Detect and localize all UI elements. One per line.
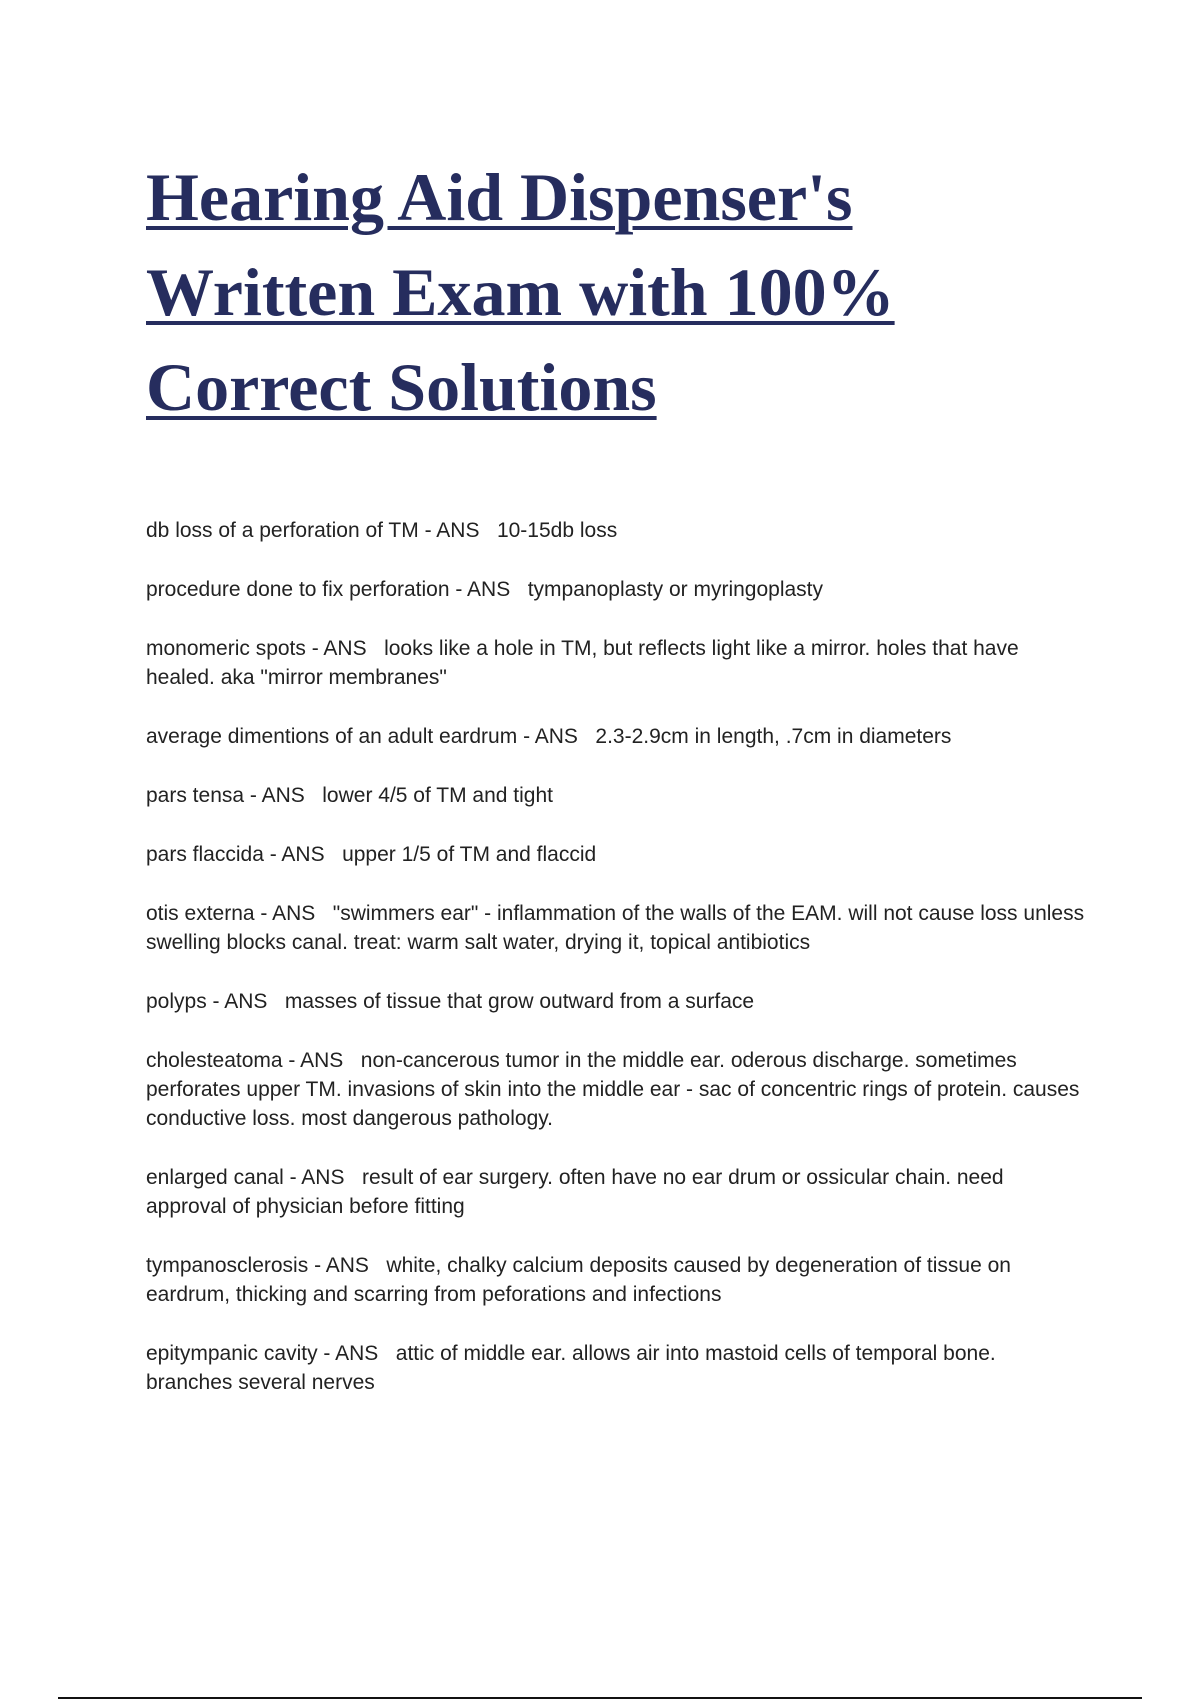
list-item xyxy=(146,1163,1086,1221)
list-item xyxy=(146,1251,1086,1309)
ans-separator: - ANS xyxy=(244,784,323,807)
answer: masses of tissue that grow outward from a surface xyxy=(284,990,755,1013)
bottom-divider xyxy=(58,1697,1142,1699)
answer: attic of middle ear. allows air into mastoid cells of temporal bone. branches several nerves xyxy=(146,1342,996,1394)
answer: upper 1/5 of TM and flaccid xyxy=(342,843,597,866)
list-item xyxy=(146,575,1086,604)
term: pars flaccida xyxy=(146,843,264,866)
ans-separator: - ANS xyxy=(206,990,285,1013)
ans-separator: - ANS xyxy=(282,1049,361,1072)
term: tympanosclerosis xyxy=(146,1254,309,1277)
answer: tympanoplasty or myringoplasty xyxy=(527,578,824,601)
ans-separator: - ANS xyxy=(418,519,497,542)
ans-separator: - ANS xyxy=(517,725,596,748)
list-item xyxy=(146,987,1086,1016)
term: average dimentions of an adult eardrum xyxy=(146,725,518,748)
list-item xyxy=(146,1339,1086,1397)
ans-separator: - ANS xyxy=(317,1342,396,1365)
list-item xyxy=(146,899,1086,957)
term: procedure done to fix perforation xyxy=(146,578,450,601)
title-line-3: Correct Solutions xyxy=(146,349,657,425)
list-item xyxy=(146,722,1086,751)
title-line-2: Written Exam with 100% xyxy=(146,254,895,330)
question-answer-list xyxy=(146,516,1086,1427)
list-item xyxy=(146,781,1086,810)
answer: 2.3-2.9cm in length, .7cm in diameters xyxy=(595,725,952,748)
answer: "swimmers ear" - inflammation of the walls of the EAM. will not cause loss unless swelling blocks canal. treat: warm salt water, drying it, topical antibiotics xyxy=(146,902,1085,954)
ans-separator: - ANS xyxy=(305,637,385,660)
answer: non-cancerous tumor in the middle ear. oderous discharge. sometimes perforates upper TM. invasions of skin into the middle ear - sac of concentric rings of protein. causes conductive loss. most dangerous pathology. xyxy=(146,1049,1080,1130)
ans-separator: - ANS xyxy=(254,902,333,925)
list-item xyxy=(146,516,1086,545)
ans-separator: - ANS xyxy=(308,1254,387,1277)
term: polyps xyxy=(146,990,207,1013)
term: pars tensa xyxy=(146,784,245,807)
term: monomeric spots xyxy=(146,637,306,660)
answer: looks like a hole in TM, but reflects light like a mirror. holes that have healed. aka "mirror membranes" xyxy=(146,637,1019,689)
document-title xyxy=(146,150,1046,435)
term: enlarged canal xyxy=(146,1166,284,1189)
term: epitympanic cavity xyxy=(146,1342,318,1365)
answer: result of ear surgery. often have no ear drum or ossicular chain. need approval of physician before fitting xyxy=(146,1166,1004,1218)
term: db loss of a perforation of TM xyxy=(146,519,419,542)
answer: white, chalky calcium deposits caused by degeneration of tissue on eardrum, thicking and scarring from peforations and infections xyxy=(146,1254,1011,1306)
ans-separator: - ANS xyxy=(283,1166,362,1189)
ans-separator: - ANS xyxy=(449,578,528,601)
ans-separator: - ANS xyxy=(263,843,343,866)
term: cholesteatoma xyxy=(146,1049,283,1072)
list-item xyxy=(146,634,1086,692)
list-item xyxy=(146,840,1086,869)
answer: lower 4/5 of TM and tight xyxy=(322,784,553,807)
list-item xyxy=(146,1046,1086,1133)
answer: 10-15db loss xyxy=(496,519,618,542)
term: otis externa xyxy=(146,902,255,925)
title-line-1: Hearing Aid Dispenser's xyxy=(146,159,853,235)
